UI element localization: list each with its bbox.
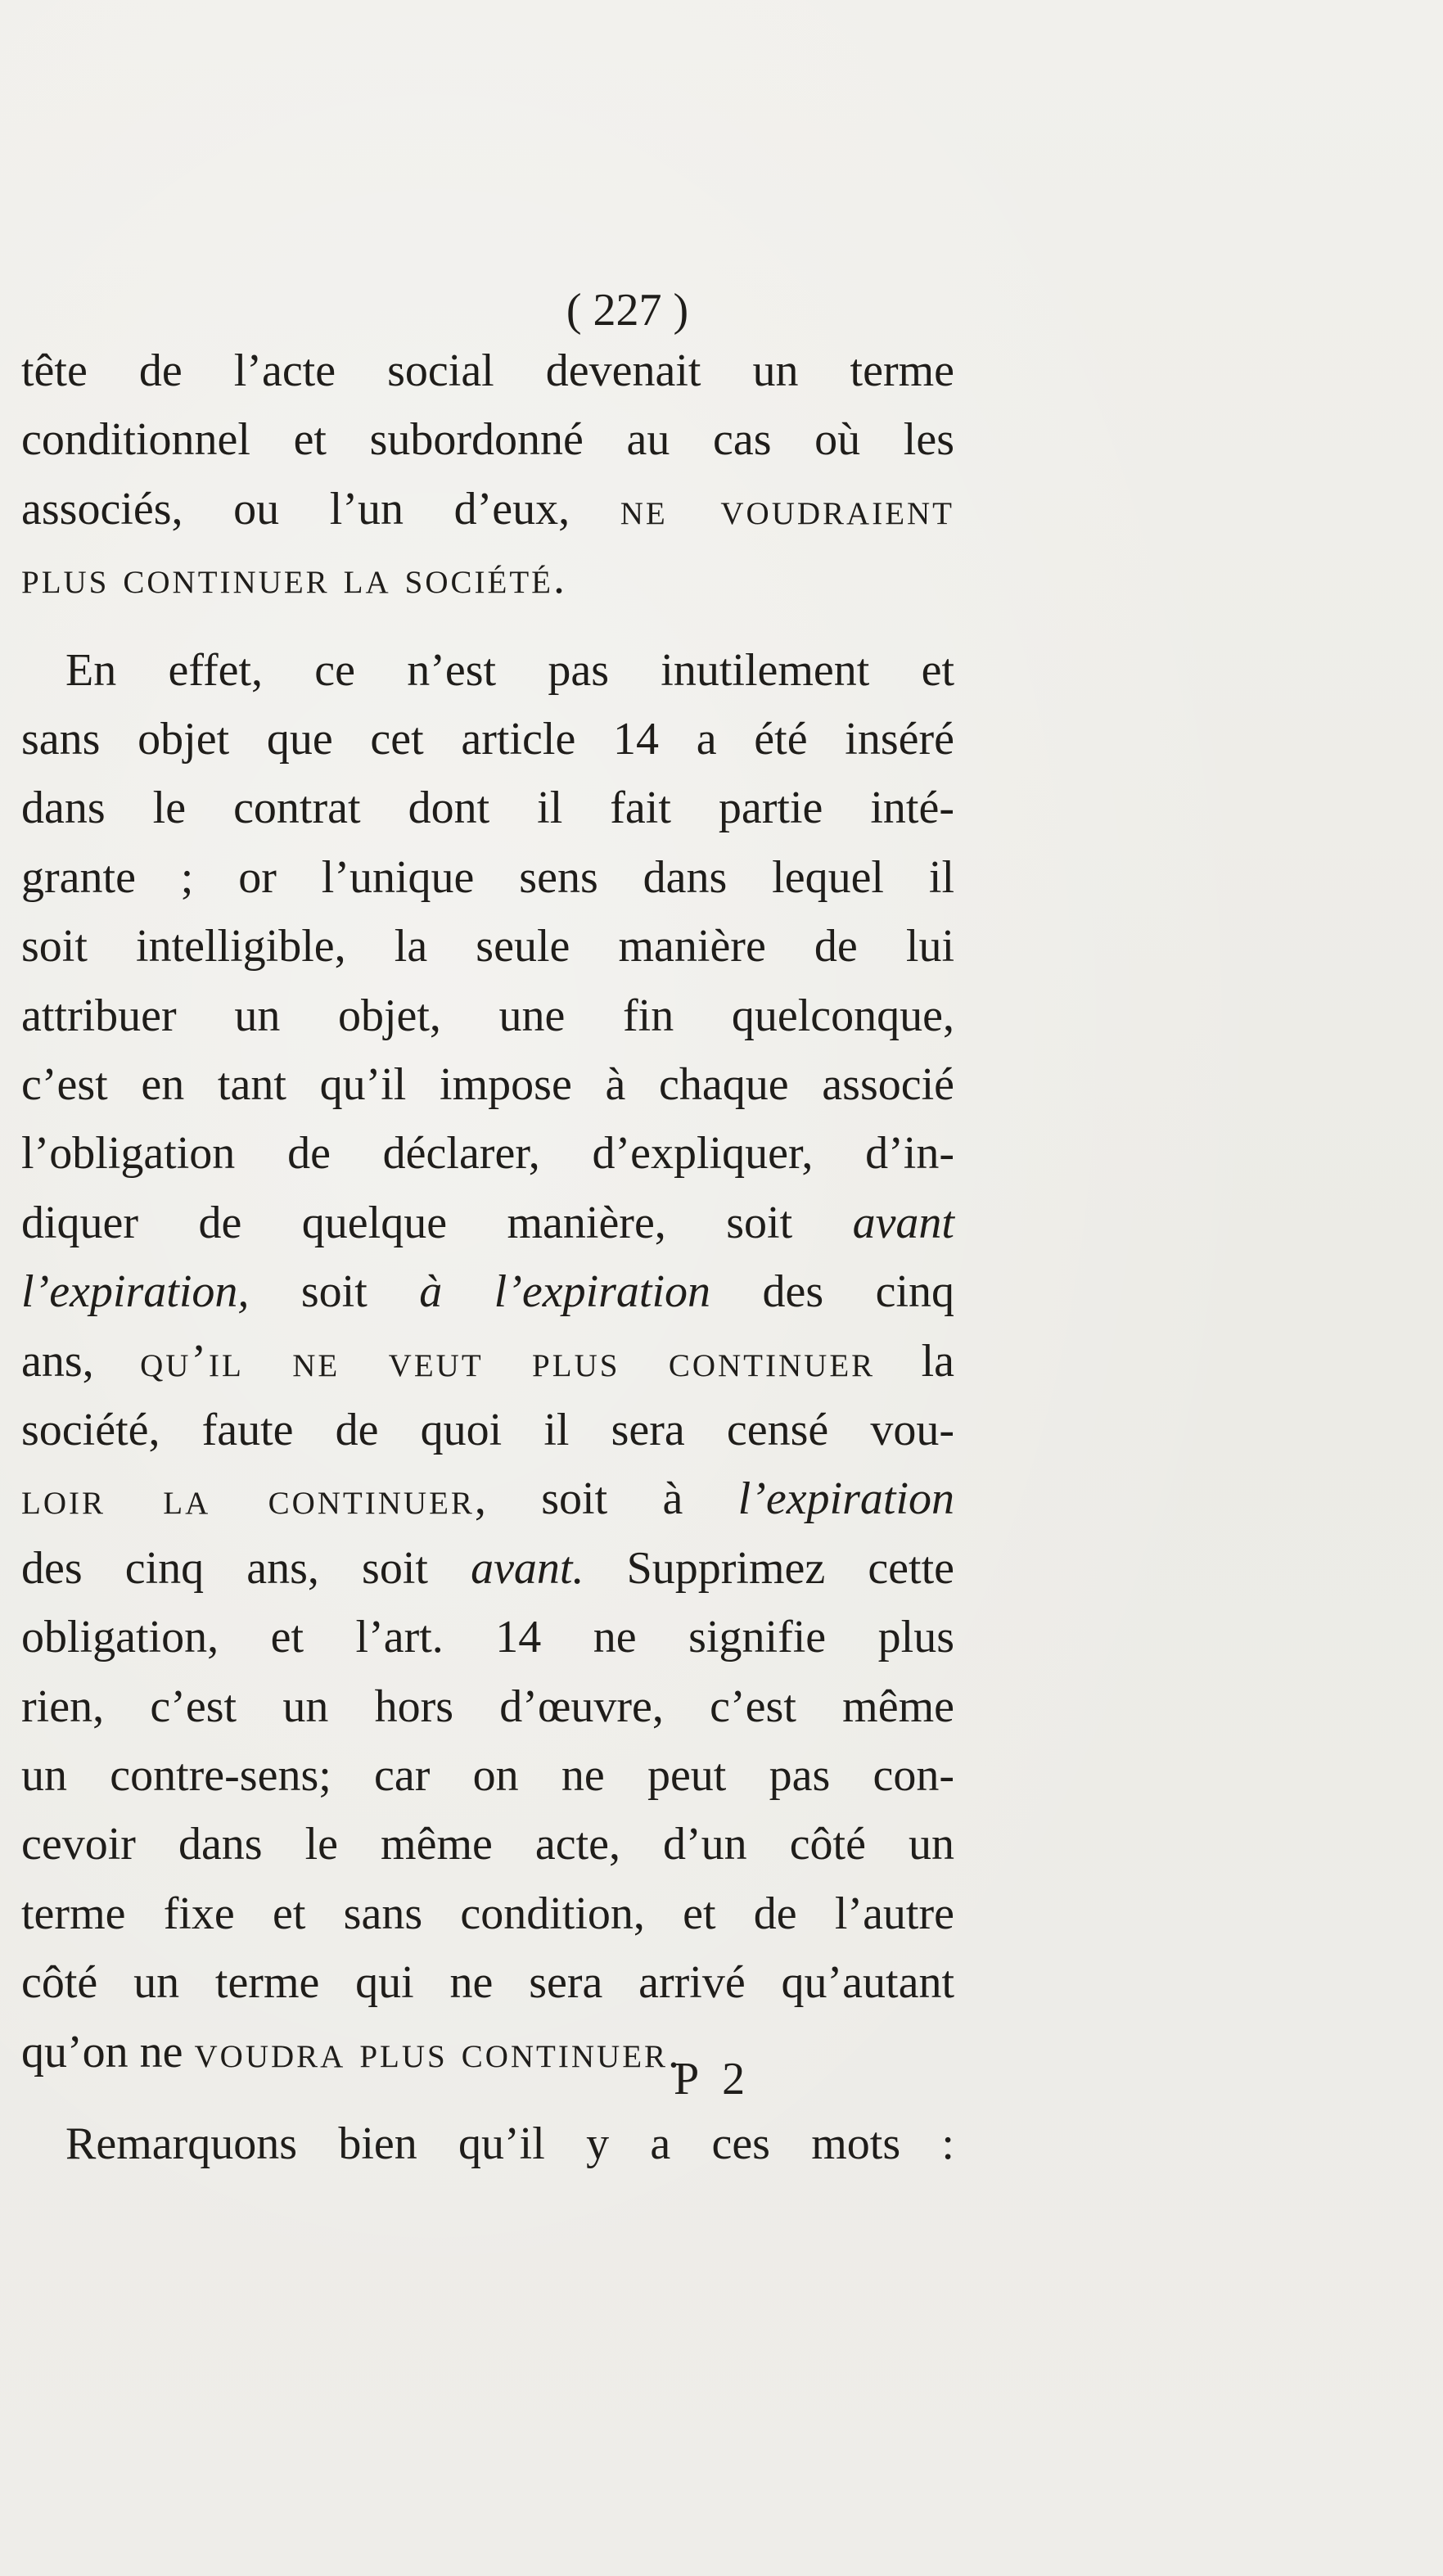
text-line xyxy=(21,1333,954,1390)
text-segment: cevoir dans le même acte, d’un côté un xyxy=(21,1819,954,1870)
text-line xyxy=(65,642,954,699)
italic-text: avant xyxy=(852,1198,954,1248)
small-caps-text: voudra plus continuer. xyxy=(194,2027,683,2077)
text-line xyxy=(21,779,954,837)
text-segment: , soit à xyxy=(474,1473,738,1524)
text-segment: obligation, et l’art. 14 ne signifie plus xyxy=(21,1612,954,1662)
text-segment: des cinq xyxy=(710,1266,955,1317)
text-segment: sans objet que cet article 14 a été inséré xyxy=(21,714,954,765)
text-segment: c’est en tant qu’il impose à chaque associé xyxy=(21,1059,954,1110)
text-line xyxy=(21,1608,954,1666)
italic-text: avant. xyxy=(471,1543,584,1594)
text-line xyxy=(21,711,954,768)
text-line xyxy=(21,1056,954,1113)
page-number-text: ( 227 ) xyxy=(566,285,689,336)
text-line xyxy=(21,342,954,399)
italic-text: l’expiration xyxy=(737,1473,955,1524)
text-segment: soit intelligible, la seule manière de lui xyxy=(21,921,954,972)
text-segment: conditionnel et subordonné au cas où les xyxy=(21,414,954,465)
text-segment: qu’on ne xyxy=(21,2027,195,2077)
text-line xyxy=(21,1816,954,1873)
small-caps-text: plus continuer la société. xyxy=(21,553,567,603)
text-segment: Remarquons bien qu’il y a ces mots : xyxy=(65,2118,954,2169)
text-line xyxy=(21,987,954,1044)
text-line xyxy=(21,1263,954,1320)
text-segment: En effet, ce n’est pas inutilement et xyxy=(65,645,954,696)
text-segment: grante ; or l’unique sens dans lequel il xyxy=(21,852,954,903)
text-segment: diquer de quelque manière, soit xyxy=(21,1198,853,1248)
text-line xyxy=(21,1540,954,1597)
small-caps-text: ne voudraient xyxy=(620,484,955,535)
text-segment: un contre-sens; car on ne peut pas con- xyxy=(21,1750,954,1801)
text-line xyxy=(21,1125,954,1182)
text-line xyxy=(21,480,954,538)
italic-text: l’expiration, xyxy=(21,1266,250,1317)
small-caps-text: loir la continuer xyxy=(21,1473,475,1524)
small-caps-text: qu’il ne veut plus continuer xyxy=(140,1336,876,1387)
text-line xyxy=(21,2023,954,2081)
text-line xyxy=(65,2115,954,2172)
text-segment: attribuer un objet, une fin quelconque, xyxy=(21,990,954,1041)
text-line xyxy=(21,1401,954,1459)
text-line xyxy=(21,1194,954,1252)
text-line xyxy=(21,849,954,906)
text-line xyxy=(21,1678,954,1735)
text-line xyxy=(21,411,954,468)
text-line xyxy=(21,1954,954,2011)
text-segment: société, faute de quoi il sera censé vou- xyxy=(21,1405,954,1455)
text-line xyxy=(21,1747,954,1804)
signature-mark: P 2 xyxy=(674,2054,752,2105)
text-segment: dans le contrat dont il fait partie inté- xyxy=(21,783,954,833)
text-line xyxy=(21,1885,954,1942)
italic-text: à l’expiration xyxy=(419,1266,711,1317)
text-segment: côté un terme qui ne sera arrivé qu’autant xyxy=(21,1957,954,2008)
text-segment: la xyxy=(875,1336,954,1387)
text-segment: l’obligation de déclarer, d’expliquer, d’in- xyxy=(21,1128,954,1179)
text-line xyxy=(21,549,954,607)
text-segment: Supprimez cette xyxy=(584,1543,955,1594)
text-segment: soit xyxy=(249,1266,420,1317)
text-segment: ans, xyxy=(21,1336,141,1387)
text-segment: associés, ou l’un d’eux, xyxy=(21,484,620,535)
text-segment: des cinq ans, soit xyxy=(21,1543,471,1594)
text-segment: rien, c’est un hors d’œuvre, c’est même xyxy=(21,1681,954,1732)
text-line xyxy=(21,918,954,975)
text-line xyxy=(21,1470,954,1527)
text-segment: terme fixe et sans condition, et de l’autre xyxy=(21,1888,954,1939)
text-segment: tête de l’acte social devenait un terme xyxy=(21,345,954,396)
